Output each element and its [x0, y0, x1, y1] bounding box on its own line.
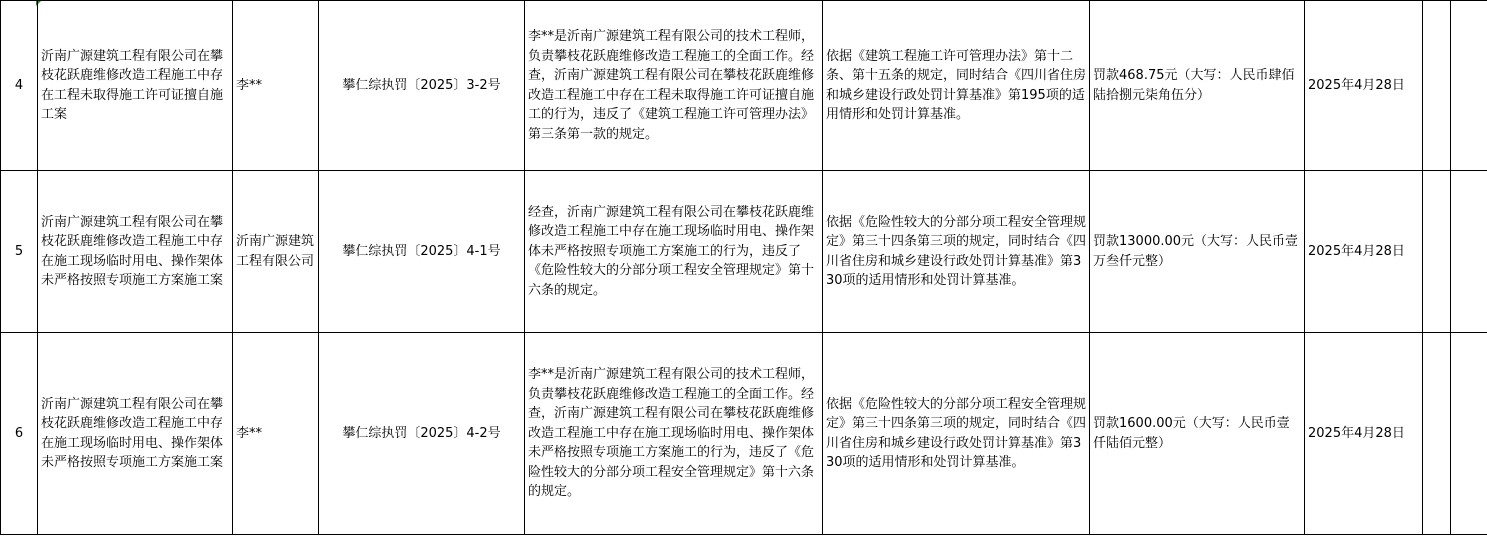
- empty-cell[interactable]: [1423, 171, 1451, 333]
- document-number-cell[interactable]: 攀仁综执罚〔2025〕4-1号: [319, 171, 525, 333]
- date-cell[interactable]: 2025年4月28日: [1305, 171, 1423, 333]
- empty-cell[interactable]: [1451, 171, 1487, 333]
- date-cell[interactable]: 2025年4月28日: [1305, 333, 1423, 535]
- empty-cell[interactable]: [1451, 333, 1487, 535]
- date-cell[interactable]: 2025年4月28日: [1305, 1, 1423, 171]
- basis-cell[interactable]: 依据《危险性较大的分部分项工程安全管理规定》第三十四条第三项的规定，同时结合《四川省住房和城乡建设行政处罚计算基准》第330项的适用情形和处罚计算基准。: [823, 171, 1090, 333]
- penalty-cell[interactable]: 罚款13000.00元（大写：人民币壹万叁仟元整）: [1090, 171, 1305, 333]
- row-number-cell[interactable]: 6: [1, 333, 38, 535]
- table-row: [1, 1, 1487, 171]
- empty-cell[interactable]: [1423, 333, 1451, 535]
- penalty-cell[interactable]: 罚款1600.00元（大写：人民币壹仟陆佰元整）: [1090, 333, 1305, 535]
- facts-cell[interactable]: 李**是沂南广源建筑工程有限公司的技术工程师，负责攀枝花跃鹿维修改造工程施工的全面工作。经查，沂南广源建筑工程有限公司在攀枝花跃鹿维修改造工程施工中存在工程未取得施工许可证擅自施工的行为，违反了《建筑工程施工许可管理办法》第三条第一款的规定。: [525, 1, 823, 171]
- facts-cell[interactable]: 李**是沂南广源建筑工程有限公司的技术工程师，负责攀枝花跃鹿维修改造工程施工的全面工作。经查，沂南广源建筑工程有限公司在攀枝花跃鹿维修改造工程施工中存在施工现场临时用电、操作架体未严格按照专项施工方案施工的行为，违反了《危险性较大的分部分项工程安全管理规定》第十六条的规定。: [525, 333, 823, 535]
- case-name-cell[interactable]: 沂南广源建筑工程有限公司在攀枝花跃鹿维修改造工程施工中存在施工现场临时用电、操作架体未严格按照专项施工方案施工案: [38, 171, 233, 333]
- document-number-cell[interactable]: 攀仁综执罚〔2025〕4-2号: [319, 333, 525, 535]
- row-number-cell[interactable]: 5: [1, 171, 38, 333]
- document-number-cell[interactable]: 攀仁综执罚〔2025〕3-2号: [319, 1, 525, 171]
- empty-cell[interactable]: [1451, 1, 1487, 171]
- empty-cell[interactable]: [1423, 1, 1451, 171]
- facts-cell[interactable]: 经查，沂南广源建筑工程有限公司在攀枝花跃鹿维修改造工程施工中存在施工现场临时用电、操作架体未严格按照专项施工方案施工的行为，违反了《危险性较大的分部分项工程安全管理规定》第十六条的规定。: [525, 171, 823, 333]
- party-cell[interactable]: 李**: [233, 1, 319, 171]
- penalty-cell[interactable]: 罚款468.75元（大写：人民币肆佰陆拾捌元柒角伍分）: [1090, 1, 1305, 171]
- basis-cell[interactable]: 依据《建筑工程施工许可管理办法》第十二条、第十五条的规定，同时结合《四川省住房和城乡建设行政处罚计算基准》第195项的适用情形和处罚计算基准。: [823, 1, 1090, 171]
- party-cell[interactable]: 李**: [233, 333, 319, 535]
- case-name-cell[interactable]: 沂南广源建筑工程有限公司在攀枝花跃鹿维修改造工程施工中存在施工现场临时用电、操作架体未严格按照专项施工方案施工案: [38, 333, 233, 535]
- basis-cell[interactable]: 依据《危险性较大的分部分项工程安全管理规定》第三十四条第三项的规定，同时结合《四川省住房和城乡建设行政处罚计算基准》第330项的适用情形和处罚计算基准。: [823, 333, 1090, 535]
- table-row: [1, 333, 1487, 535]
- table-row: [1, 171, 1487, 333]
- case-name-cell[interactable]: 沂南广源建筑工程有限公司在攀枝花跃鹿维修改造工程施工中存在工程未取得施工许可证擅自施工案: [38, 1, 233, 171]
- party-cell[interactable]: 沂南广源建筑工程有限公司: [233, 171, 319, 333]
- row-number-cell[interactable]: 4: [1, 1, 38, 171]
